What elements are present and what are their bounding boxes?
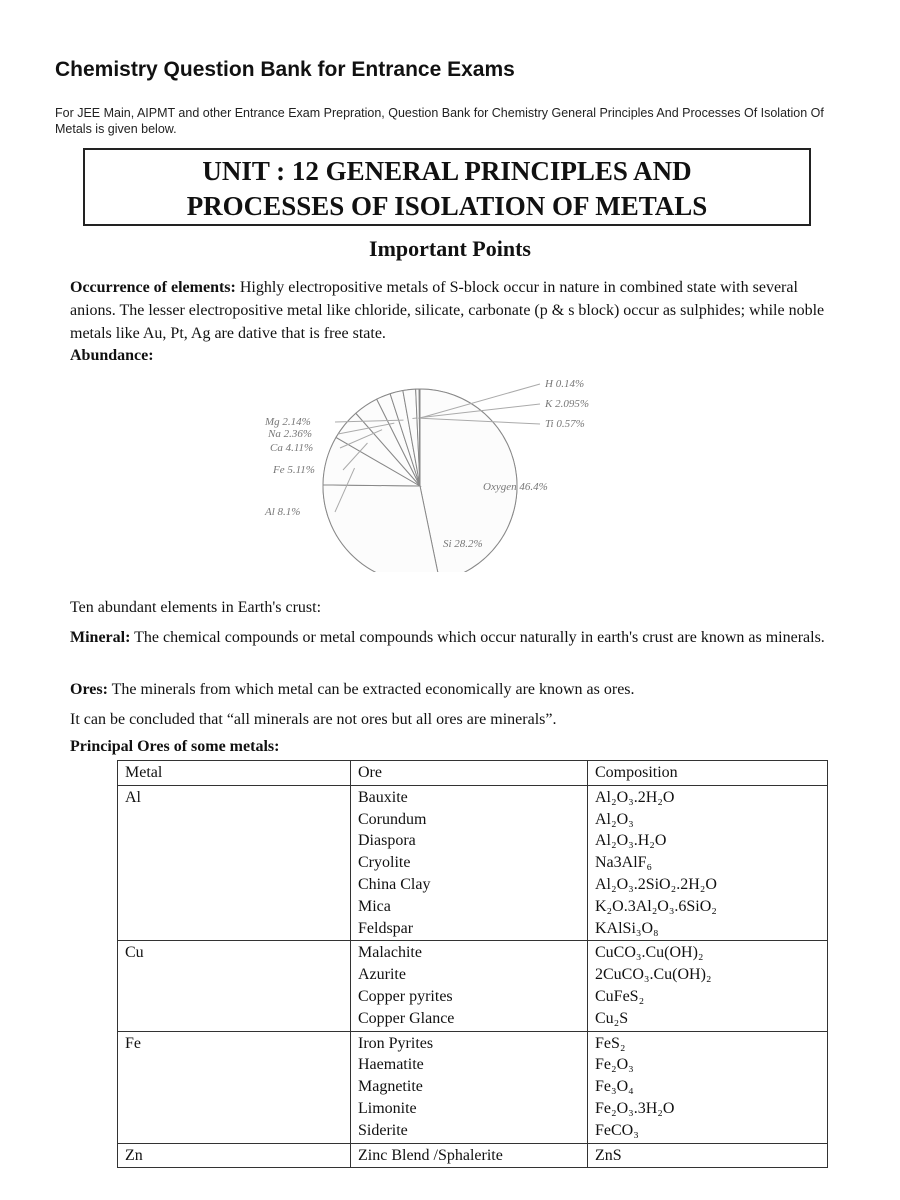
abundance-pie-chart [255, 372, 655, 572]
unit-line-1: UNIT : 12 GENERAL PRINCIPLES AND [202, 156, 692, 186]
ore-name: Copper Glance [358, 1009, 455, 1027]
pie-label: Fe 5.11% [273, 464, 315, 476]
composition-formula: Al₂O₃.2H₂O [595, 788, 675, 806]
composition-cell [588, 785, 828, 941]
column-header: Ore [351, 761, 588, 786]
pie-label: Oxygen 46.4% [483, 481, 548, 493]
principal-ores-heading: Principal Ores of some metals: [70, 738, 280, 755]
composition-formula: Al₂O₃.H₂O [595, 832, 667, 850]
composition-formula: ZnS [595, 1146, 622, 1164]
pie-label: Ca 4.11% [270, 442, 314, 454]
composition-formula: KAlSi₃O₈ [595, 919, 659, 937]
ore-name: China Clay [358, 875, 431, 893]
composition-cell [588, 1031, 828, 1143]
ore-name: Feldspar [358, 919, 414, 937]
ore-cell [351, 1143, 588, 1168]
mineral-text: The chemical compounds or metal compounds which occur naturally in earth's crust are known as minerals. [130, 629, 825, 646]
composition-formula: 2CuCO₃.Cu(OH)₂ [595, 966, 712, 984]
composition-formula: Na3AlF₆ [595, 854, 653, 872]
pie-label: Al 8.1% [265, 506, 301, 518]
ore-name: Cryolite [358, 854, 411, 872]
table-header-row [118, 761, 828, 786]
column-header: Metal [118, 761, 351, 786]
pie-slice-si [323, 485, 440, 572]
ores-text: The minerals from which metal can be extracted economically are known as ores. [107, 681, 635, 698]
composition-formula: K₂O.3Al₂O₃.6SiO₂ [595, 897, 717, 915]
composition-cell [588, 1143, 828, 1168]
ore-name: Diaspora [358, 832, 416, 850]
ore-name: Bauxite [358, 788, 408, 806]
ore-name: Corundum [358, 810, 427, 828]
pie-label: H 0.14% [545, 378, 585, 390]
ore-cell [351, 1031, 588, 1143]
abundance-label: Abundance: [70, 347, 154, 364]
composition-formula: Cu₂S [595, 1009, 629, 1027]
ore-name: Magnetite [358, 1078, 423, 1096]
ores-paragraph [70, 678, 835, 701]
composition-formula: Al₂O₃.2SiO₂.2H₂O [595, 875, 717, 893]
table-row [118, 785, 828, 941]
pie-label: Ti 0.57% [545, 418, 585, 430]
composition-formula: FeCO₃ [595, 1121, 639, 1139]
composition-formula: Fe₂O₃.3H₂O [595, 1099, 675, 1117]
mineral-paragraph [70, 626, 835, 649]
metal-cell: Al [118, 785, 351, 941]
composition-formula: Fe₃O₄ [595, 1078, 634, 1096]
occurrence-text: Highly electropositive metals of S-block occur in nature in combined state with several anions. The lesser electropositive metal like chloride, silicate, carbonate (p & s block) occur as sulphides; while noble metals like Au, Pt, Ag are dative that is free state. [70, 279, 825, 342]
ore-name: Mica [358, 897, 391, 915]
ten-abundant-text: Ten abundant elements in Earth's crust: [70, 599, 322, 616]
unit-heading-box [83, 148, 811, 226]
important-points-heading: Important Points [369, 236, 531, 261]
ores-table [117, 760, 828, 1168]
ore-cell [351, 941, 588, 1031]
table-row [118, 1031, 828, 1143]
ore-name: Azurite [358, 966, 406, 984]
ore-name: Malachite [358, 944, 422, 962]
pie-label: Si 28.2% [443, 538, 483, 550]
table-row [118, 1143, 828, 1168]
ore-name: Limonite [358, 1099, 417, 1117]
unit-line-2: PROCESSES OF ISOLATION OF METALS [186, 191, 708, 221]
metal-cell: Cu [118, 941, 351, 1031]
pie-label: Na 2.36% [268, 428, 312, 440]
ore-name: Haematite [358, 1056, 424, 1074]
column-header: Composition [588, 761, 828, 786]
occurrence-label: Occurrence of elements: [70, 279, 236, 296]
composition-formula: CuCO₃.Cu(OH)₂ [595, 944, 704, 962]
composition-formula: FeS₂ [595, 1034, 626, 1052]
occurrence-paragraph [70, 276, 835, 345]
ores-label: Ores: [70, 681, 108, 698]
pie-label: K 2.095% [545, 398, 589, 410]
metal-cell: Fe [118, 1031, 351, 1143]
ore-name: Copper pyrites [358, 987, 453, 1005]
ore-name: Iron Pyrites [358, 1034, 434, 1052]
composition-formula: Al₂O₃ [595, 810, 634, 828]
ore-name: Siderite [358, 1121, 408, 1139]
composition-cell [588, 941, 828, 1031]
composition-formula: Fe₂O₃ [595, 1056, 634, 1074]
metal-cell: Zn [118, 1143, 351, 1168]
intro-text: For JEE Main, AIPMT and other Entrance Exam Prepration, Question Bank for Chemistry General Principles And Processes Of Isolation Of Metals is given below. [55, 106, 824, 136]
ore-cell [351, 785, 588, 941]
conclusion-text: It can be concluded that “all minerals are not ores but all ores are minerals”. [70, 711, 557, 728]
ore-name: Zinc Blend /Sphalerite [358, 1146, 503, 1164]
composition-formula: CuFeS₂ [595, 987, 645, 1005]
mineral-label: Mineral: [70, 629, 131, 646]
pie-label: Mg 2.14% [265, 416, 311, 428]
page-title: Chemistry Question Bank for Entrance Exams [55, 58, 515, 81]
table-row [118, 941, 828, 1031]
